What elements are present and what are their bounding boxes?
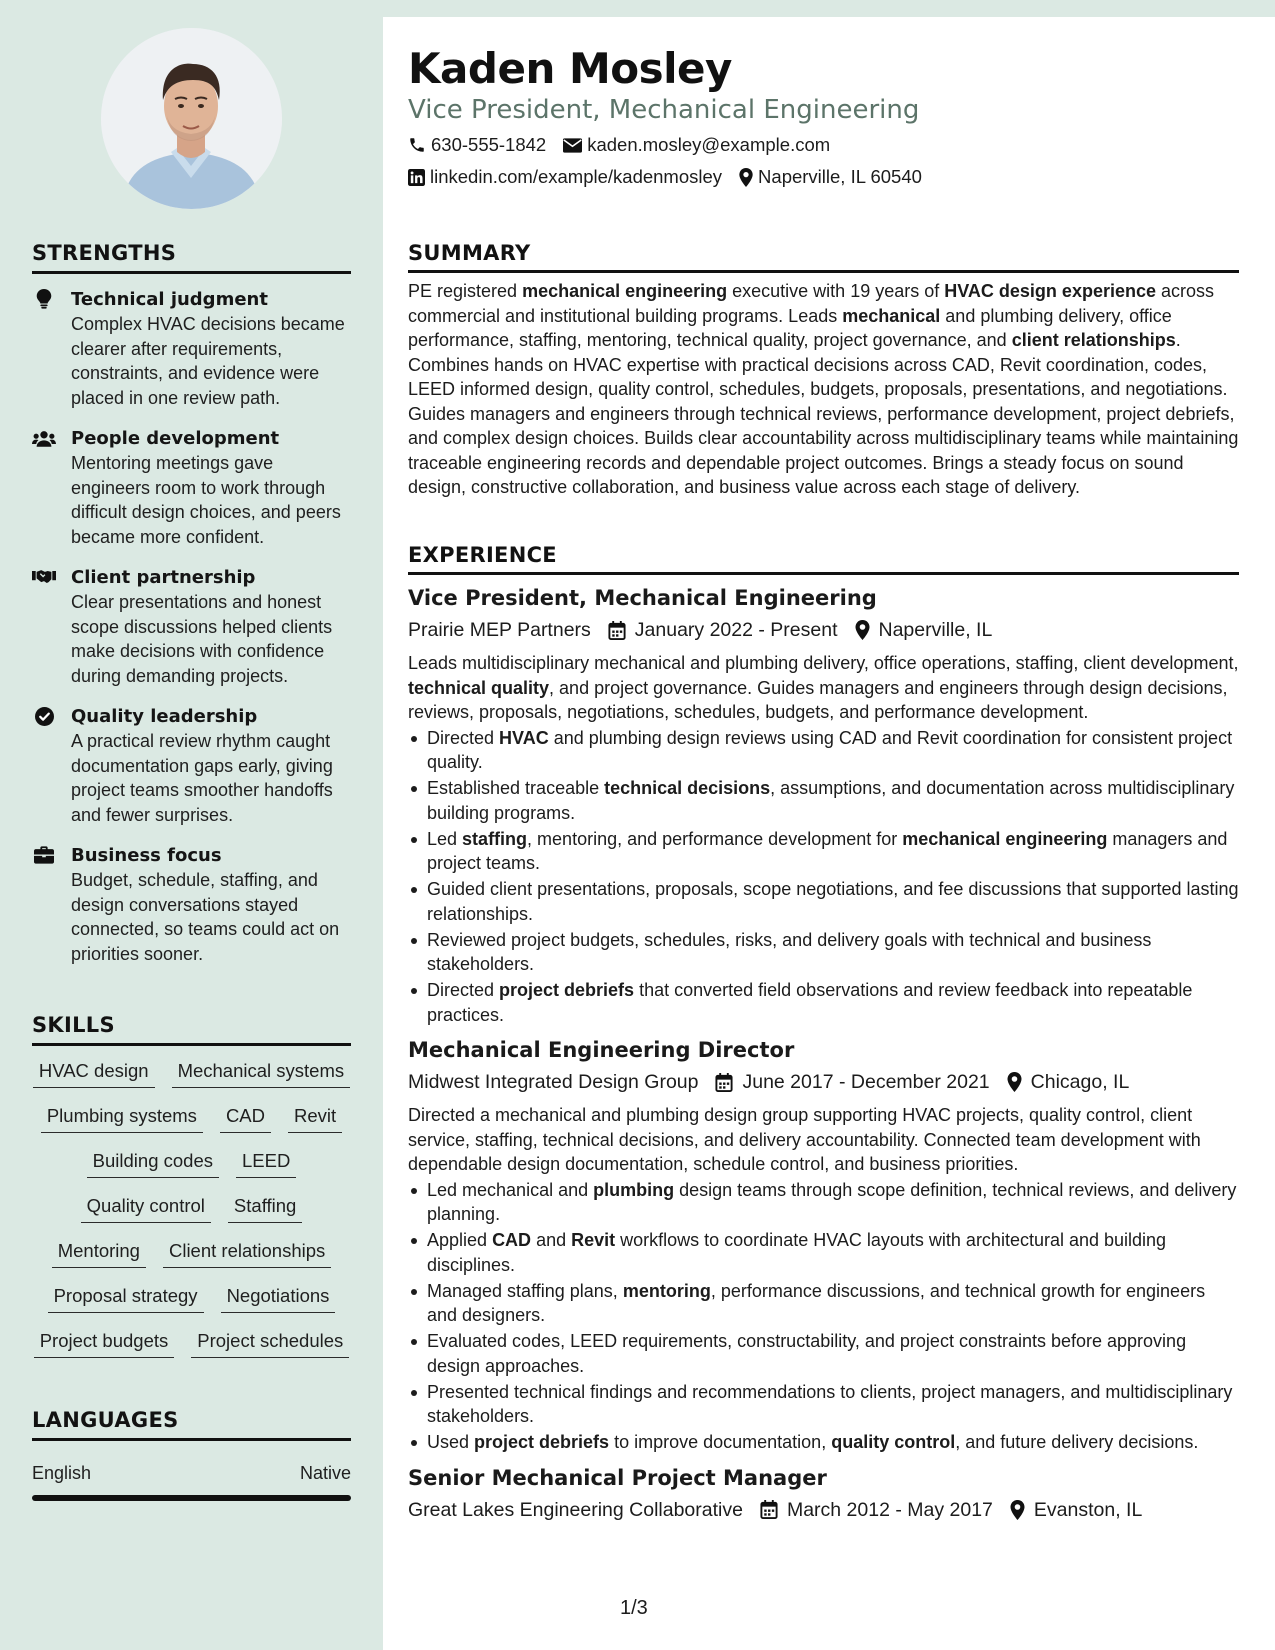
text-run: managers and project teams. bbox=[427, 828, 1228, 873]
text-run: PE registered bbox=[408, 281, 523, 301]
strength-title: Client partnership bbox=[71, 567, 256, 588]
experience-title: EXPERIENCE bbox=[408, 543, 1239, 575]
job-meta bbox=[408, 615, 1239, 645]
text-run: Directed a mechanical and plumbing design group supporting HVAC projects, quality control, client service, staffing, technical decisions, and delivery accountability. Connected team development with dependable design documentation, schedule control, and business priorities. bbox=[408, 1105, 1201, 1174]
emphasis-text: mechanical bbox=[842, 305, 941, 326]
text-run: Directed bbox=[427, 980, 500, 1000]
language-proficiency-bar bbox=[32, 1495, 351, 1501]
job-bullets bbox=[408, 726, 1239, 1028]
text-run: , and future delivery decisions. bbox=[955, 1432, 1199, 1452]
skill-tag: Mechanical systems bbox=[172, 1059, 351, 1088]
job-bullets bbox=[408, 1178, 1239, 1455]
skill-tag: Mentoring bbox=[52, 1239, 146, 1268]
text-run: , performance discussions, and technical growth for engineers and designers. bbox=[427, 1280, 1206, 1325]
strength-item bbox=[32, 704, 351, 827]
skill-row bbox=[32, 1059, 351, 1104]
handshake-icon bbox=[32, 567, 56, 587]
skill-row bbox=[32, 1104, 351, 1149]
skill-tag: LEED bbox=[236, 1149, 296, 1178]
skill-tag: Project budgets bbox=[34, 1329, 175, 1358]
emphasis-text: mentoring bbox=[622, 1280, 711, 1301]
text-run: Evaluated codes, LEED requirements, constructability, and project constraints before approving design approaches. bbox=[427, 1331, 1187, 1376]
text-run: and bbox=[531, 1230, 572, 1250]
languages-section bbox=[32, 1408, 351, 1501]
strengths-title: STRENGTHS bbox=[32, 241, 351, 274]
job-entry bbox=[408, 1463, 1239, 1525]
skills-list bbox=[32, 1059, 351, 1374]
emphasis-text: mechanical engineering bbox=[902, 828, 1108, 849]
skill-tag: CAD bbox=[220, 1104, 271, 1133]
text-run: and plumbing delivery, office performance, staffing, mentoring, technical quality, project governance, and bbox=[408, 305, 1172, 350]
list-item bbox=[408, 1329, 1239, 1378]
job-title: Senior Mechanical Project Manager bbox=[408, 1465, 827, 1490]
contact-phone: 630-555-1842 bbox=[408, 134, 546, 156]
language-level: Native bbox=[299, 1463, 351, 1483]
job-meta bbox=[408, 1495, 1239, 1525]
text-run: . Combines hands on HVAC expertise with practical decisions across CAD, Revit coordination, codes, LEED informed design, quality control, schedules, budgets, proposals, presentations, and negotiations. Guides managers and engineers through technical reviews, performance development, project debriefs, and complex design choices. Builds clear accountability across multidisciplinary teams while maintaining traceable engineering records and dependable project outcomes. Brings a steady focus on sound design, constructive collaboration, and business value across each stage of delivery. bbox=[408, 330, 1239, 497]
job-description bbox=[408, 651, 1239, 725]
list-item bbox=[408, 776, 1239, 825]
text-run: executive with 19 years of bbox=[727, 281, 945, 301]
job-entry bbox=[408, 1035, 1239, 1455]
skill-tag: Project schedules bbox=[191, 1329, 349, 1358]
text-run: Led bbox=[427, 828, 463, 849]
meta-text: Naperville, IL bbox=[878, 619, 993, 641]
list-item bbox=[408, 1380, 1239, 1429]
text-run: that converted field observations and review feedback into repeatable practices. bbox=[427, 980, 1193, 1025]
job-title: Vice President, Mechanical Engineering bbox=[408, 586, 877, 610]
job-entry bbox=[408, 583, 1239, 1027]
text-run: Presented technical findings and recommendations to clients, project managers, and multidisciplinary stakeholders. bbox=[427, 1381, 1233, 1426]
meta-text: March 2012 - May 2017 bbox=[786, 1498, 993, 1521]
list-item bbox=[408, 978, 1239, 1027]
job-location bbox=[1007, 1067, 1130, 1097]
meta-text: June 2017 - December 2021 bbox=[742, 1071, 990, 1093]
job-location bbox=[855, 615, 993, 645]
meta-text: Chicago, IL bbox=[1030, 1071, 1130, 1093]
skill-row bbox=[32, 1149, 351, 1194]
job-dates bbox=[760, 1495, 993, 1525]
text-run: Directed bbox=[427, 727, 500, 748]
skill-tag: Building codes bbox=[87, 1149, 219, 1178]
list-item bbox=[408, 877, 1239, 926]
meta-text: January 2022 - Present bbox=[634, 619, 838, 641]
map-pin-icon bbox=[855, 620, 870, 640]
skills-section bbox=[32, 1013, 351, 1374]
users-icon bbox=[32, 428, 56, 448]
contact-location: Naperville, IL 60540 bbox=[739, 166, 922, 188]
skill-tag: HVAC design bbox=[33, 1059, 155, 1088]
skill-tag: Client relationships bbox=[163, 1239, 331, 1268]
meta-text: Evanston, IL bbox=[1033, 1498, 1143, 1521]
language-name: English bbox=[32, 1463, 92, 1483]
text-run: Established traceable bbox=[427, 778, 605, 798]
strength-item bbox=[32, 843, 351, 966]
skill-tag: Proposal strategy bbox=[48, 1284, 204, 1313]
text-run: , assumptions, and documentation across multidisciplinary building programs. bbox=[427, 778, 1235, 823]
strength-description: Mentoring meetings gave engineers room to work through difficult design choices, and peers became more confident. bbox=[71, 453, 341, 547]
text-run: Managed staffing plans, bbox=[427, 1280, 623, 1301]
emphasis-text: project debriefs bbox=[499, 980, 635, 1000]
calendar-icon bbox=[760, 1500, 778, 1519]
emphasis-text: client relationships bbox=[1011, 330, 1176, 350]
candidate-headline: Vice President, Mechanical Engineering bbox=[408, 95, 920, 125]
list-item bbox=[408, 1279, 1239, 1328]
skill-tag: Revit bbox=[288, 1104, 342, 1133]
contact-line-1 bbox=[408, 134, 847, 156]
linkedin-icon bbox=[408, 169, 425, 186]
calendar-icon bbox=[715, 1073, 733, 1092]
strength-title: Business focus bbox=[71, 845, 222, 866]
job-company bbox=[408, 1495, 743, 1525]
strength-title: Technical judgment bbox=[71, 289, 268, 310]
list-item bbox=[408, 827, 1239, 876]
phone-icon bbox=[408, 136, 426, 154]
strength-item bbox=[32, 426, 351, 549]
envelope-icon bbox=[563, 138, 582, 153]
meta-text: Midwest Integrated Design Group bbox=[408, 1071, 699, 1093]
list-item bbox=[408, 928, 1239, 977]
emphasis-text: staffing bbox=[462, 828, 528, 849]
strength-title: People development bbox=[71, 428, 280, 449]
strength-title: Quality leadership bbox=[71, 706, 258, 727]
job-company bbox=[408, 615, 591, 645]
strength-item bbox=[32, 565, 351, 688]
calendar-icon bbox=[608, 621, 626, 640]
job-company bbox=[408, 1067, 698, 1097]
job-location bbox=[1010, 1495, 1142, 1525]
list-item bbox=[408, 1228, 1239, 1277]
skill-row bbox=[32, 1329, 351, 1374]
text-run: , and project governance. Guides managers and engineers through design decisions, reviews, proposals, negotiations, schedules, budgets, and performance development. bbox=[408, 677, 1228, 722]
text-run: and plumbing design reviews using CAD and Revit coordination for consistent project quality. bbox=[427, 727, 1233, 772]
job-title: Mechanical Engineering Director bbox=[408, 1038, 795, 1062]
text-run: Reviewed project budgets, schedules, risks, and delivery goals with technical and business stakeholders. bbox=[427, 929, 1152, 974]
text-run: Applied bbox=[427, 1230, 493, 1250]
meta-text: Great Lakes Engineering Collaborative bbox=[408, 1498, 743, 1521]
emphasis-text: mechanical engineering bbox=[522, 281, 728, 301]
emphasis-text: HVAC bbox=[499, 727, 549, 748]
text-run: Leads multidisciplinary mechanical and plumbing delivery, office operations, staffing, client development, bbox=[408, 653, 1239, 673]
emphasis-text: technical quality bbox=[408, 677, 550, 698]
map-pin-icon bbox=[1007, 1072, 1022, 1092]
strength-item bbox=[32, 287, 351, 410]
language-item bbox=[32, 1461, 351, 1485]
text-run: across commercial and institutional building programs. Leads bbox=[408, 281, 1215, 326]
page-number: 1/3 bbox=[620, 1597, 648, 1619]
text-run: design teams through scope definition, technical reviews, and delivery planning. bbox=[427, 1179, 1237, 1224]
summary-text bbox=[408, 279, 1239, 500]
job-dates bbox=[715, 1067, 989, 1097]
experience-section bbox=[408, 543, 1239, 1525]
text-run: Guided client presentations, proposals, scope negotiations, and fee discussions that supported lasting relationships. bbox=[427, 879, 1239, 924]
text-run: to improve documentation, bbox=[609, 1432, 832, 1452]
summary-title: SUMMARY bbox=[408, 241, 1239, 273]
contact-linkedin[interactable]: linkedin.com/example/kadenmosley bbox=[408, 166, 722, 188]
emphasis-text: quality control bbox=[831, 1432, 956, 1452]
job-dates bbox=[608, 615, 838, 645]
emphasis-text: plumbing bbox=[593, 1179, 675, 1200]
contact-email[interactable]: kaden.mosley@example.com bbox=[563, 134, 830, 156]
emphasis-text: Revit bbox=[571, 1230, 616, 1250]
skill-row bbox=[32, 1239, 351, 1284]
emphasis-text: project debriefs bbox=[474, 1432, 610, 1452]
list-item bbox=[408, 726, 1239, 775]
map-pin-icon bbox=[739, 168, 753, 187]
languages-title: LANGUAGES bbox=[32, 1408, 351, 1441]
job-meta bbox=[408, 1067, 1239, 1097]
profile-photo bbox=[101, 28, 282, 209]
candidate-name: Kaden Mosley bbox=[408, 44, 732, 93]
strength-description: Clear presentations and honest scope discussions helped clients make decisions with confidence during demanding projects. bbox=[71, 592, 333, 686]
list-item bbox=[408, 1430, 1239, 1455]
text-run: Used bbox=[427, 1432, 475, 1452]
lightbulb-icon bbox=[32, 289, 56, 309]
skill-row bbox=[32, 1194, 351, 1239]
strength-description: Complex HVAC decisions became clearer after requirements, constraints, and evidence were placed in one review path. bbox=[71, 314, 345, 408]
skills-title: SKILLS bbox=[32, 1013, 351, 1046]
summary-section bbox=[408, 241, 1239, 500]
text-run: Led mechanical and bbox=[427, 1179, 594, 1200]
meta-text: Prairie MEP Partners bbox=[408, 619, 591, 641]
strength-description: A practical review rhythm caught documentation gaps early, giving project teams smoother handoffs and fewer surprises. bbox=[71, 731, 333, 825]
text-run: , mentoring, and performance development for bbox=[527, 828, 903, 849]
emphasis-text: technical decisions bbox=[604, 778, 771, 798]
briefcase-icon bbox=[32, 845, 56, 865]
strengths-section bbox=[32, 241, 351, 966]
skill-tag: Quality control bbox=[81, 1194, 211, 1223]
job-description bbox=[408, 1103, 1239, 1177]
skill-tag: Plumbing systems bbox=[41, 1104, 203, 1133]
strength-description: Budget, schedule, staffing, and design conversations stayed connected, so teams could act on priorities sooner. bbox=[71, 870, 340, 964]
contact-line-2 bbox=[408, 166, 939, 188]
text-run: workflows to coordinate HVAC layouts with architectural and building disciplines. bbox=[427, 1230, 1167, 1275]
skill-tag: Staffing bbox=[228, 1194, 302, 1223]
map-pin-icon bbox=[1010, 1500, 1025, 1520]
skill-tag: Negotiations bbox=[221, 1284, 336, 1313]
skill-row bbox=[32, 1284, 351, 1329]
person-portrait-icon bbox=[101, 28, 282, 209]
check-circle-icon bbox=[32, 706, 56, 726]
emphasis-text: CAD bbox=[492, 1230, 532, 1250]
list-item bbox=[408, 1178, 1239, 1227]
emphasis-text: HVAC design experience bbox=[944, 281, 1156, 301]
